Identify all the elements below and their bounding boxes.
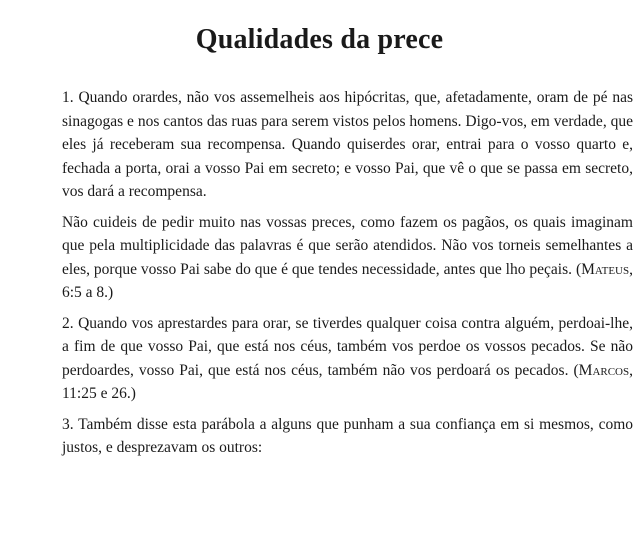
paragraph-2-text: Não cuideis de pedir muito nas vossas preces, como fazem os pagãos, os quais imaginam que pela multiplicidade das palavras é que serão atendidos. Não vos torneis semelhantes a eles, porque vosso Pai sabe do que é que tendes necessidade, antes que lho peçais. ( (62, 213, 633, 278)
paragraph-3 (62, 312, 633, 406)
scripture-reference-verse: , 11:25 e 26.) (62, 361, 633, 402)
paragraph-3-text: 2. Quando vos aprestardes para orar, se tiverdes qualquer coisa contra alguém, perdoai-lhe, a fim de que vosso Pai, que está nos céus, também vos perdoe os vossos pecados. Se não perdoardes, vosso Pai, que está nos céus, também não vos perdoará os pecados. ( (62, 314, 633, 379)
paragraph-4-text: 3. Também disse esta parábola a alguns que punham a sua confiança em si mesmos, como justos, e desprezavam os outros: (62, 415, 633, 456)
paragraph-1 (62, 86, 633, 204)
document-body (62, 86, 633, 467)
scripture-reference-name: Marcos (578, 361, 630, 379)
page-title: Qualidades da prece (195, 24, 444, 55)
paragraph-2 (62, 211, 633, 305)
paragraph-1-text: 1. Quando orardes, não vos assemelheis aos hipócritas, que, afetadamente, oram de pé nas sinagogas e nos cantos das ruas para serem vistos pelos homens. Digo-vos, em verdade, que eles já receberam sua recompensa. Quando quiserdes orar, entrai para o vosso quarto e, fechada a porta, orai a vosso Pai em secreto; e vosso Pai, que vê o que se passa em secreto, vos dará a recompensa. (62, 89, 633, 200)
paragraph-4 (62, 413, 633, 460)
scripture-reference-name: Mateus (581, 260, 630, 278)
scripture-reference-verse: , 6:5 a 8.) (62, 260, 633, 301)
